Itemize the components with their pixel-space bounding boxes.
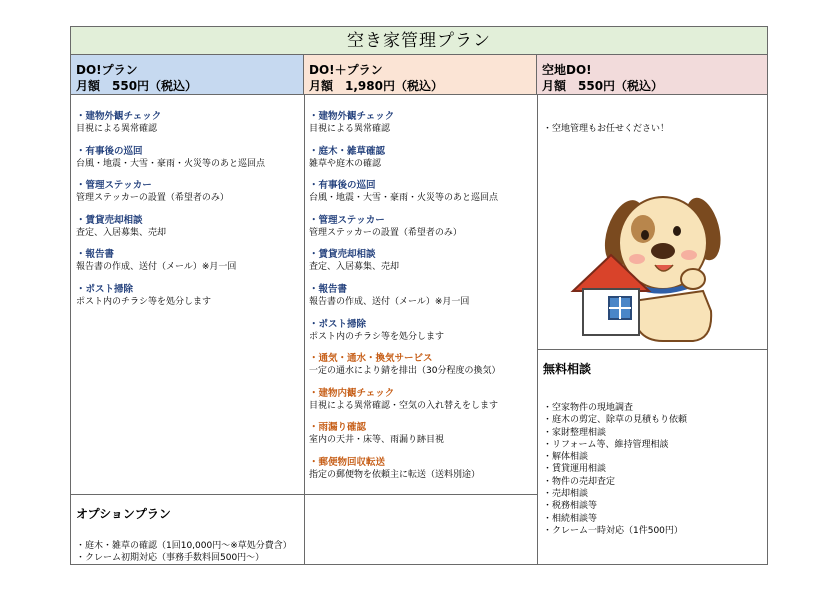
- plan-item-title: ・郵便物回収転送: [309, 457, 386, 468]
- plan-item: [309, 457, 480, 481]
- land-plan-note: ・空地管理もお任せください！: [543, 124, 670, 134]
- plan-item-desc: 雑草や庭木の確認: [309, 158, 382, 169]
- free-consult-list: [543, 402, 687, 537]
- do-plus-plan-price: 月額 1,980円（税込）: [309, 79, 443, 93]
- plan-item-desc: 報告書の作成、送付（メール）※月一回: [76, 262, 237, 272]
- list-item: ・相続相談等: [543, 513, 598, 524]
- divider: [537, 349, 767, 350]
- do-plus-plan-name: DO!＋プラン: [309, 63, 383, 77]
- plan-item-desc: 報告書の作成、送付（メール）※月一回: [309, 297, 470, 307]
- plan-item-title: ・建物外観チェック: [309, 111, 395, 122]
- plan-item-desc: ポスト内のチラシ等を処分します: [309, 331, 445, 342]
- plan-item-desc: 目視による異常確認: [76, 124, 158, 134]
- free-consult-title: 無料相談: [543, 362, 592, 376]
- do-plan-header: [71, 55, 304, 95]
- plan-sheet: [70, 26, 768, 565]
- plan-item: [309, 146, 385, 170]
- plan-item: [76, 111, 161, 135]
- plan-item: [309, 388, 498, 412]
- plan-item-desc: 台風・地震・大雪・豪雨・火災等のあと巡回点: [309, 193, 499, 204]
- plan-item-desc: 一定の通水により錆を排出（30分程度の換気）: [309, 366, 501, 377]
- plan-item-title: ・報告書: [309, 284, 348, 295]
- plan-item-desc: 指定の郵便物を依頼主に転送（送料別途）: [309, 470, 481, 480]
- plan-item-title: ・有事後の巡回: [309, 180, 376, 192]
- plan-item: [76, 249, 236, 273]
- plan-item-title: ・賃貸売却相談: [76, 214, 143, 226]
- plan-item: [309, 353, 500, 377]
- list-item: ・空家物件の現地調査: [543, 403, 634, 413]
- list-item: ・解体相談: [543, 452, 589, 463]
- plan-item-title: ・通気・通水・換気サービス: [309, 353, 433, 365]
- plan-item-title: ・管理ステッカー: [309, 214, 385, 226]
- plan-item: [309, 249, 399, 273]
- plan-item-title: ・建物内観チェック: [309, 387, 395, 399]
- plan-item: [309, 215, 462, 239]
- list-item: ・家財整理相談: [543, 427, 607, 438]
- plan-item-title: ・建物外観チェック: [76, 111, 162, 122]
- plan-item-desc: ポスト内のチラシ等を処分します: [76, 296, 212, 307]
- plan-item-desc: 目視による異常確認: [309, 124, 391, 134]
- page-title: 空き家管理プラン: [71, 27, 767, 55]
- plan-item: [309, 111, 394, 135]
- list-item: ・売却相談: [543, 489, 589, 500]
- dog-with-house-illustration: [563, 181, 723, 343]
- plan-item: [309, 284, 469, 308]
- do-plan-name: DO!プラン: [76, 63, 138, 77]
- divider: [71, 494, 537, 495]
- list-item: ・庭木・雑草の確認（1回10,000円～※草処分費含）: [76, 541, 292, 551]
- list-item: ・税務相談等: [543, 501, 598, 512]
- land-plan-name: 空地DO!: [542, 63, 592, 77]
- plan-item-title: ・賃貸売却相談: [309, 249, 376, 261]
- list-item: ・リフォーム等、維持管理相談: [543, 439, 669, 450]
- plan-item-desc: 管理ステッカーの設置（希望者のみ）: [76, 193, 229, 203]
- list-item: ・賃貸運用相談: [543, 464, 607, 475]
- plan-item-desc: 査定、入居募集、売却: [76, 227, 167, 238]
- plan-item: [76, 146, 265, 170]
- land-plan-header: [537, 55, 767, 95]
- list-item: ・庭木の剪定、除草の見積もり依頼: [543, 415, 688, 426]
- plan-item-title: ・管理ステッカー: [76, 180, 152, 191]
- list-item: ・物件の売却査定: [543, 476, 616, 487]
- plan-item-desc: 管理ステッカーの設置（希望者のみ）: [309, 227, 462, 238]
- do-plan-price: 月額 550円（税込）: [76, 79, 198, 93]
- plan-item: [309, 319, 444, 343]
- plan-item-title: ・雨漏り確認: [309, 422, 367, 434]
- plan-item-title: ・ポスト掃除: [76, 283, 134, 295]
- option-plan-title: オプションプラン: [76, 507, 171, 521]
- plan-item-title: ・有事後の巡回: [76, 145, 143, 157]
- option-plan-list: [76, 540, 292, 565]
- divider: [537, 95, 538, 564]
- plan-item-desc: 査定、入居募集、売却: [309, 262, 400, 273]
- plan-item: [309, 180, 498, 204]
- do-plus-plan-header: [304, 55, 537, 95]
- plan-item: [76, 284, 211, 308]
- plan-item-desc: 室内の天井・床等、雨漏り跡目視: [309, 435, 445, 446]
- list-item: ・クレーム一時対応（1件500円）: [543, 525, 683, 536]
- plan-item: [309, 422, 444, 446]
- plan-item-desc: 台風・地震・大雪・豪雨・火災等のあと巡回点: [76, 158, 266, 169]
- list-item: ・クレーム初期対応（事務手数料回500円～）: [76, 553, 265, 564]
- plan-item: [76, 180, 229, 204]
- plan-item: [76, 215, 166, 239]
- plan-item-title: ・庭木・雑草確認: [309, 145, 386, 157]
- plan-item-title: ・ポスト掃除: [309, 318, 367, 330]
- land-plan-price: 月額 550円（税込）: [542, 79, 664, 93]
- plan-item-desc: 目視による異常確認・空気の入れ替えをします: [309, 400, 499, 411]
- plan-item-title: ・報告書: [76, 249, 115, 260]
